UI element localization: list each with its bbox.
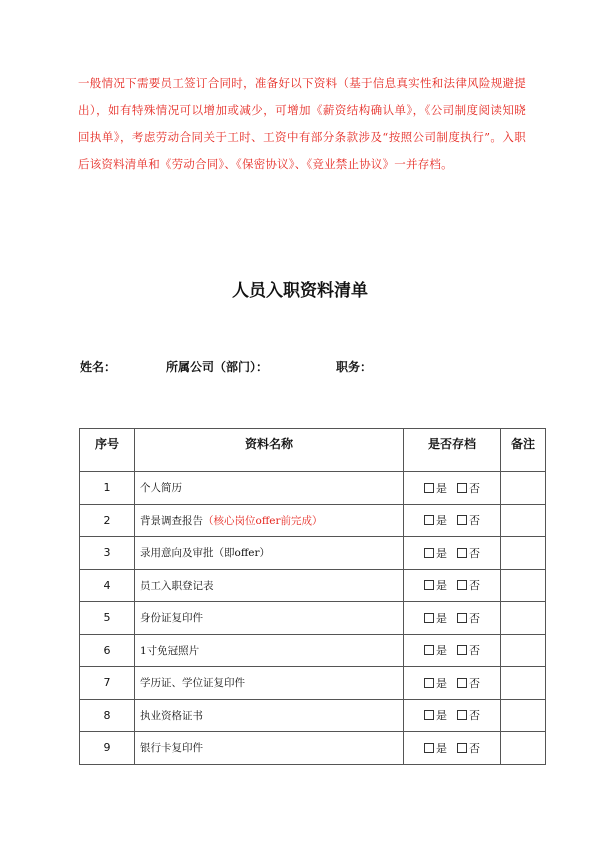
archived-no-checkbox[interactable] [457, 740, 480, 756]
table-row [80, 569, 546, 602]
no-label: 否 [469, 481, 480, 495]
checkbox-icon [424, 710, 434, 720]
document-name: 员工入职登记表 [140, 579, 214, 592]
page-title: 人员入职资料清单 [232, 281, 368, 301]
checkbox-icon [424, 743, 434, 753]
archived-yes-checkbox[interactable] [424, 545, 447, 561]
company-field-label: 所属公司（部门）： [166, 360, 269, 374]
remarks-cell [501, 602, 546, 635]
checkbox-icon [424, 515, 434, 525]
archived-no-checkbox[interactable] [457, 480, 480, 496]
archived-cell [404, 504, 501, 537]
document-name-cell [135, 699, 404, 732]
yes-label: 是 [436, 741, 447, 755]
row-number: 3 [80, 537, 135, 570]
archived-cell [404, 732, 501, 765]
table-row [80, 602, 546, 635]
archived-no-checkbox[interactable] [457, 675, 480, 691]
row-number: 4 [80, 569, 135, 602]
row-number: 5 [80, 602, 135, 635]
checkbox-icon [457, 483, 467, 493]
archived-no-checkbox[interactable] [457, 642, 480, 658]
document-name-cell [135, 667, 404, 700]
archived-yes-checkbox[interactable] [424, 707, 447, 723]
document-name: 学历证、学位证复印件 [140, 677, 245, 690]
archived-cell [404, 699, 501, 732]
onboarding-checklist-table [79, 428, 546, 765]
archived-no-checkbox[interactable] [457, 577, 480, 593]
document-name: 执业资格证书 [140, 709, 203, 722]
table-row [80, 537, 546, 570]
table-row [80, 504, 546, 537]
remarks-cell [501, 699, 546, 732]
checkbox-icon [457, 710, 467, 720]
row-number: 1 [80, 472, 135, 505]
archived-cell [404, 472, 501, 505]
header-remarks: 备注 [501, 429, 546, 472]
remarks-cell [501, 537, 546, 570]
header-no: 序号 [80, 429, 135, 472]
table-row [80, 732, 546, 765]
table-header-row [80, 429, 546, 472]
archived-cell [404, 634, 501, 667]
no-label: 否 [469, 546, 480, 560]
archived-cell [404, 667, 501, 700]
document-name: 银行卡复印件 [140, 742, 203, 755]
checkbox-icon [457, 580, 467, 590]
archived-cell [404, 602, 501, 635]
archived-yes-checkbox[interactable] [424, 577, 447, 593]
employee-info-line [80, 358, 540, 378]
document-name: 身份证复印件 [140, 612, 203, 625]
document-name: 录用意向及审批（即offer） [140, 547, 271, 560]
checkbox-icon [457, 645, 467, 655]
no-label: 否 [469, 611, 480, 625]
checkbox-icon [457, 743, 467, 753]
yes-label: 是 [436, 644, 447, 658]
archived-no-checkbox[interactable] [457, 610, 480, 626]
document-name-cell [135, 569, 404, 602]
yes-label: 是 [436, 546, 447, 560]
checkbox-icon [457, 515, 467, 525]
document-name-cell [135, 634, 404, 667]
position-field-label: 职务： [336, 360, 373, 374]
checkbox-icon [457, 678, 467, 688]
checkbox-icon [424, 483, 434, 493]
archived-no-checkbox[interactable] [457, 707, 480, 723]
no-label: 否 [469, 709, 480, 723]
archived-yes-checkbox[interactable] [424, 480, 447, 496]
row-number: 2 [80, 504, 135, 537]
yes-label: 是 [436, 481, 447, 495]
yes-label: 是 [436, 709, 447, 723]
table-row [80, 699, 546, 732]
document-name: 个人简历 [140, 482, 182, 495]
row-number: 8 [80, 699, 135, 732]
archived-yes-checkbox[interactable] [424, 740, 447, 756]
row-number: 9 [80, 732, 135, 765]
archived-no-checkbox[interactable] [457, 545, 480, 561]
checkbox-icon [424, 678, 434, 688]
checkbox-icon [457, 548, 467, 558]
yes-label: 是 [436, 579, 447, 593]
yes-label: 是 [436, 514, 447, 528]
remarks-cell [501, 667, 546, 700]
document-name-cell [135, 732, 404, 765]
remarks-cell [501, 634, 546, 667]
table-row [80, 634, 546, 667]
no-label: 否 [469, 741, 480, 755]
yes-label: 是 [436, 676, 447, 690]
no-label: 否 [469, 579, 480, 593]
archived-no-checkbox[interactable] [457, 512, 480, 528]
no-label: 否 [469, 644, 480, 658]
checkbox-icon [424, 580, 434, 590]
archived-cell [404, 537, 501, 570]
checkbox-icon [457, 613, 467, 623]
archived-yes-checkbox[interactable] [424, 610, 447, 626]
no-label: 否 [469, 676, 480, 690]
remarks-cell [501, 504, 546, 537]
instruction-notice: 一般情况下需要员工签订合同时，准备好以下资料（基于信息真实性和法律风险规避提出），如有特殊情况可以增加或减少，可增加《薪资结构确认单》，《公司制度阅读知晓回执单》，考虑劳动合同关于工时、工资中有部分条款涉及“按照公司制度执行”。入职后该资料清单和《劳动合同》、《保密协议》、《竞业禁止协议》一并存档。 [78, 76, 526, 171]
checkbox-icon [424, 613, 434, 623]
checkbox-icon [424, 548, 434, 558]
row-number: 7 [80, 667, 135, 700]
archived-yes-checkbox[interactable] [424, 512, 447, 528]
document-name-note: （核心岗位offer前完成） [203, 514, 323, 527]
yes-label: 是 [436, 611, 447, 625]
archived-cell [404, 569, 501, 602]
remarks-cell [501, 569, 546, 602]
document-name-cell [135, 537, 404, 570]
archived-yes-checkbox[interactable] [424, 675, 447, 691]
archived-yes-checkbox[interactable] [424, 642, 447, 658]
table-row [80, 472, 546, 505]
checkbox-icon [424, 645, 434, 655]
row-number: 6 [80, 634, 135, 667]
document-name-cell [135, 602, 404, 635]
remarks-cell [501, 472, 546, 505]
header-archived: 是否存档 [404, 429, 501, 472]
table-row [80, 667, 546, 700]
remarks-cell [501, 732, 546, 765]
document-name-cell [135, 472, 404, 505]
document-name: 背景调查报告 [140, 514, 203, 527]
header-document-name: 资料名称 [135, 429, 404, 472]
name-field-label: 姓名： [80, 360, 117, 374]
no-label: 否 [469, 514, 480, 528]
document-name: 1寸免冠照片 [140, 644, 200, 657]
document-name-cell [135, 504, 404, 537]
